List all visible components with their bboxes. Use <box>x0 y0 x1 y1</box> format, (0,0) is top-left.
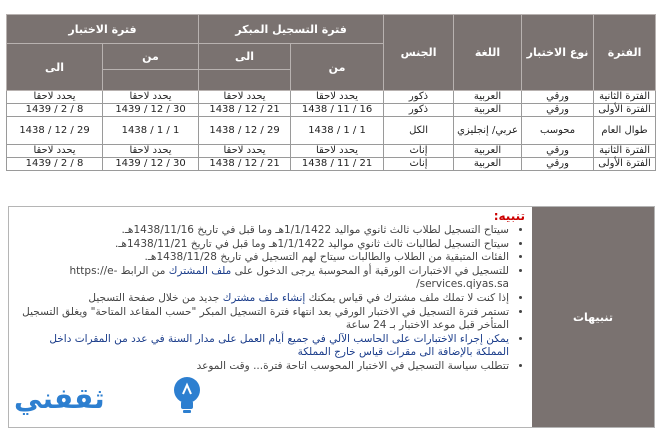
cell-reg-from: 21 / 11 / 1438 <box>291 158 384 171</box>
cell-test-from: يحدد لاحقا <box>103 145 199 158</box>
header-early-registration: فترة التسجيل المبكر <box>199 15 384 44</box>
header-period: الفترة <box>594 15 656 91</box>
header-reg-to-sub <box>199 70 291 91</box>
note-text: إذا كنت لا تملك ملف مشترك في قياس يمكنك <box>305 291 509 304</box>
watermark-logo <box>14 368 219 428</box>
cell-type: ورقي <box>522 145 594 158</box>
note-text: الفئات المتبقية من الطلاب والطالبات سيتاح لهم التسجيل في تاريخ 1438/11/28هـ. <box>144 251 509 264</box>
table-row <box>7 104 656 117</box>
header-gender: الجنس <box>384 15 454 91</box>
note-text: تستمر فترة التسجيل في الاختبار الورقي بعد انتهاء فترة التسجيل المبكر "حسب المقاعد المتاحة" ويغلق التسجيل المتأخر قبل موعد الاختبار بـ 24 ساعة <box>22 305 509 332</box>
note-link[interactable]: إنشاء ملف مشترك <box>222 291 306 304</box>
notes-label: تنبيهات <box>532 207 654 427</box>
note-item <box>13 306 509 333</box>
cell-lang: العربية <box>454 104 522 117</box>
header-reg-to: الى <box>199 44 291 70</box>
table-row <box>7 158 656 171</box>
cell-type: ورقي <box>522 158 594 171</box>
cell-reg-to: 21 / 12 / 1438 <box>199 104 291 117</box>
cell-gender: ذكور <box>384 91 454 104</box>
note-text: سيتاح التسجيل لطالبات ثالث ثانوي مواليد 1/1/1422هـ وما قبل في تاريخ 1438/11/21هـ. <box>115 237 509 250</box>
note-item <box>13 333 509 360</box>
header-reg-from: من <box>291 44 384 91</box>
cell-type: ورقي <box>522 104 594 117</box>
cell-gender: إناث <box>384 158 454 171</box>
cell-reg-from: يحدد لاحقا <box>291 145 384 158</box>
table-row <box>7 117 656 145</box>
cell-test-to: يحدد لاحقا <box>7 91 103 104</box>
note-link[interactable]: ملف المشترك <box>168 264 232 277</box>
table-row <box>7 145 656 158</box>
cell-reg-from: يحدد لاحقا <box>291 91 384 104</box>
note-text: سيتاح التسجيل لطلاب ثالث ثانوي مواليد 1/1/1422هـ وما قبل في تاريخ 1438/11/16هـ. <box>121 224 509 236</box>
cell-test-from: يحدد لاحقا <box>103 91 199 104</box>
note-text: من الرابط https://e-services.qiyas.sa/ <box>69 264 509 291</box>
note-text: تتطلب سياسة التسجيل في الاختبار المحوسب اتاحة فترة... وقت الموعد <box>196 359 509 372</box>
cell-gender: ذكور <box>384 104 454 117</box>
header-test-from: من <box>103 44 199 70</box>
cell-reg-from: 1 / 1 / 1438 <box>291 117 384 145</box>
cell-period: الفترة الأولى <box>594 104 656 117</box>
note-link[interactable]: يمكن إجراء الاختبارات على الحاسب الآلي في جميع أيام العمل على مدار السنة في عدد من المقرات داخل المملكة بالإضافة الى مقرات قياس خارج المملكة <box>49 332 509 359</box>
note-item <box>13 224 509 238</box>
note-item <box>13 265 509 292</box>
note-text: للتسجيل في الاختبارات الورقية أو المحوسبة يرجى الدخول على <box>231 264 509 277</box>
cell-gender: إناث <box>384 145 454 158</box>
lightbulb-icon <box>169 372 205 416</box>
cell-period: الفترة الأولى <box>594 158 656 171</box>
note-item <box>13 292 509 306</box>
cell-test-to: يحدد لاحقا <box>7 145 103 158</box>
watermark-text: ثقفني <box>14 382 105 415</box>
notes-title: تنبيه: <box>493 209 525 223</box>
cell-reg-to: يحدد لاحقا <box>199 145 291 158</box>
note-item <box>13 238 509 252</box>
cell-type: ورقي <box>522 91 594 104</box>
cell-type: محوسب <box>522 117 594 145</box>
header-language: اللغة <box>454 15 522 91</box>
cell-reg-to: يحدد لاحقا <box>199 91 291 104</box>
cell-lang: عربي/ إنجليزي <box>454 117 522 145</box>
cell-test-from: 1 / 1 / 1438 <box>103 117 199 145</box>
notes-list <box>13 224 525 374</box>
cell-period: الفترة الثانية <box>594 145 656 158</box>
header-test-type: نوع الاختبار <box>522 15 594 91</box>
cell-lang: العربية <box>454 145 522 158</box>
note-item <box>13 251 509 265</box>
notes-body <box>9 207 529 374</box>
cell-period: الفترة الثانية <box>594 91 656 104</box>
cell-period: طوال العام <box>594 117 656 145</box>
header-test-from-sub <box>103 70 199 91</box>
cell-gender: الكل <box>384 117 454 145</box>
table-row <box>7 91 656 104</box>
cell-lang: العربية <box>454 91 522 104</box>
cell-test-to: 29 / 12 / 1438 <box>7 117 103 145</box>
cell-reg-to: 21 / 12 / 1438 <box>199 158 291 171</box>
cell-lang: العربية <box>454 158 522 171</box>
cell-test-to: 8 / 2 / 1439 <box>7 158 103 171</box>
note-text: جديد من خلال صفحة التسجيل <box>88 291 223 304</box>
header-test-period: فترة الاختبار <box>7 15 199 44</box>
cell-reg-to: 29 / 12 / 1438 <box>199 117 291 145</box>
cell-test-from: 30 / 12 / 1439 <box>103 158 199 171</box>
cell-test-to: 8 / 2 / 1439 <box>7 104 103 117</box>
header-test-to: الى <box>7 44 103 91</box>
schedule-table <box>6 14 656 171</box>
cell-test-from: 30 / 12 / 1439 <box>103 104 199 117</box>
cell-reg-from: 16 / 11 / 1438 <box>291 104 384 117</box>
